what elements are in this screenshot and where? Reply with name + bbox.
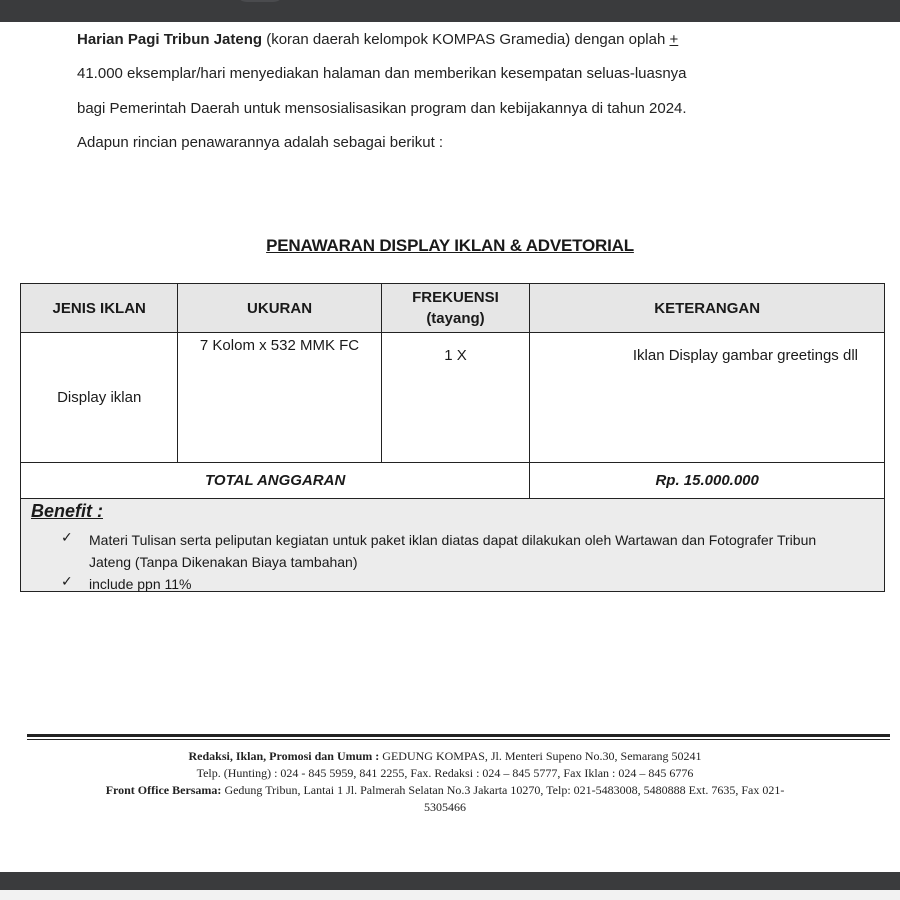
footer-line-1 [30,748,860,765]
cell-jenis: Display iklan [21,333,178,463]
viewer-bottom-bar [0,872,900,890]
cell-keterangan: Iklan Display gambar greetings dll [530,333,885,463]
footer-divider [27,734,890,737]
total-value: Rp. 15.000.000 [530,463,885,499]
offer-heading: PENAWARAN DISPLAY IKLAN & ADVETORIAL [266,236,634,255]
viewer-top-bar [0,0,900,22]
cell-frekuensi: 1 X [381,333,530,463]
intro-line-1 [77,31,678,48]
footer-line-2: Telp. (Hunting) : 024 - 845 5959, 841 2255, Fax. Redaksi : 024 – 845 5777, Fax Iklan : 024 – 845 6776 [196,766,694,780]
header-frekuensi-label: FREKUENSI [412,289,499,306]
header-jenis-iklan: JENIS IKLAN [21,284,178,333]
benefit-item-text: include ppn 11% [89,576,192,592]
footer-l1-bold: Redaksi, Iklan, Promosi dan Umum : [188,749,380,763]
footer-l3-text: Gedung Tribun, Lantai 1 Jl. Palmerah Selatan No.3 Jakarta 10270, Telp: 021-5483008, 5480888 Ext. 7635, Fax 021- [221,783,785,797]
header-frekuensi-sub: (tayang) [426,310,485,327]
footer-line-4: 5305466 [424,800,466,814]
header-frekuensi [381,284,530,333]
benefit-item-text: Materi Tulisan serta peliputan kegiatan untuk paket iklan diatas dapat dilakukan oleh Wartawan dan Fotografer Tribun Jateng (Tanpa Dikenakan Biaya tambahan) [89,532,817,570]
footer-line-3 [30,782,860,799]
table-header-row [21,284,885,333]
intro-line-4: Adapun rincian penawarannya adalah sebagai berikut : [77,134,444,151]
cell-ukuran: 7 Kolom x 532 MMK FC [178,333,381,463]
footer-divider-thin [27,739,890,740]
letterhead-footer [30,748,860,816]
check-icon: ✓ [61,529,73,545]
benefit-title: Benefit : [31,501,103,521]
plus-minus-sign: + [669,31,679,48]
footer-l3-bold: Front Office Bersama: [105,783,222,797]
header-keterangan: KETERANGAN [530,284,885,333]
scroll-indicator [235,0,285,2]
footer-l1-text: GEDUNG KOMPAS, Jl. Menteri Supeno No.30, Semarang 50241 [379,749,702,763]
total-label: TOTAL ANGGARAN [21,463,530,499]
intro-line-3: bagi Pemerintah Daerah untuk mensosialisasikan program dan kebijakannya di tahun 2024. [77,100,687,117]
total-row [21,463,885,499]
benefit-cell [21,499,885,592]
offer-table [20,283,885,592]
check-icon: ✓ [61,573,73,589]
viewer-bottom-edge [0,890,900,900]
newspaper-name: Harian Pagi Tribun Jateng [77,31,263,48]
header-ukuran: UKURAN [178,284,381,333]
table-row [21,333,885,463]
intro-line-2: 41.000 eksemplar/hari menyediakan halaman dan memberikan kesempatan seluas-luasnya [77,65,687,82]
benefit-row [21,499,885,592]
intro-line-1-text: (koran daerah kelompok KOMPAS Gramedia) dengan oplah [262,31,670,48]
